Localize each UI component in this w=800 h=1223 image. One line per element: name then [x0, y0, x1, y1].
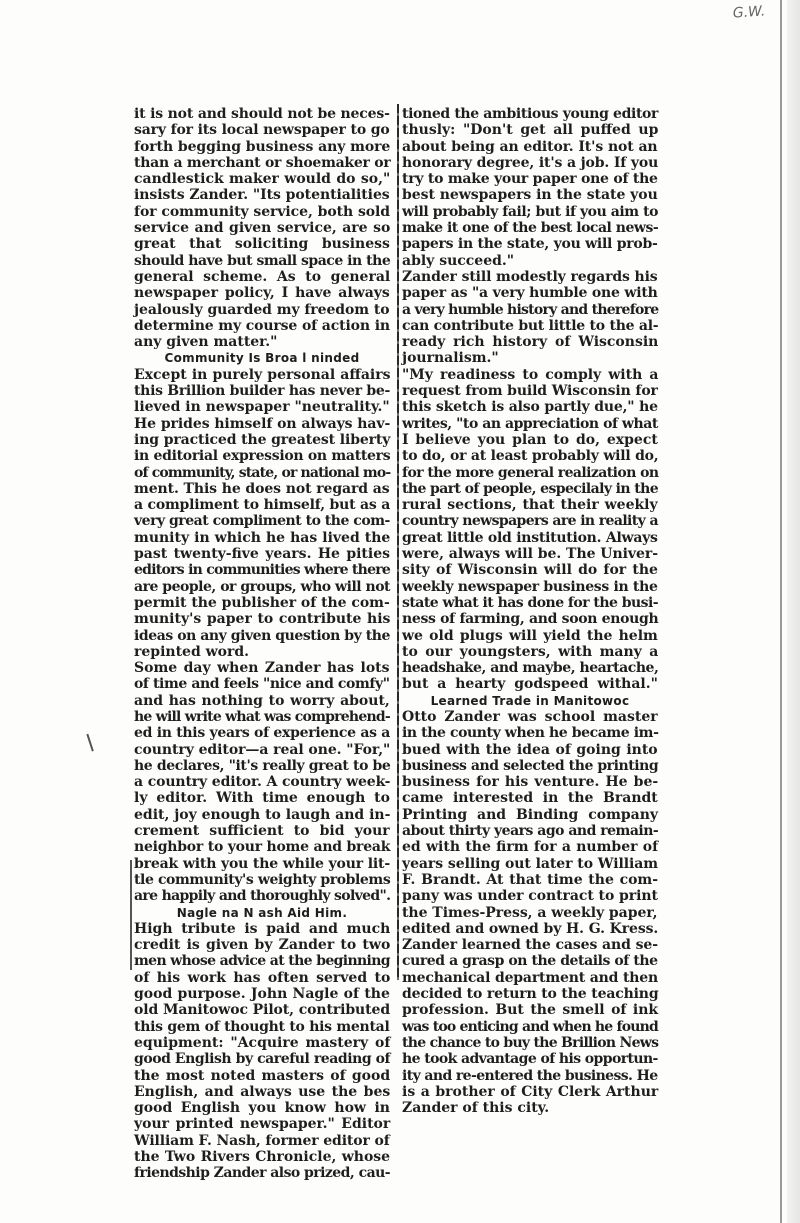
article-text-line: state what it has done for the busi- [402, 594, 659, 611]
article-text-line: decided to return to the teaching [402, 986, 659, 1003]
article-text-line: bued with the idea of going into [402, 741, 658, 758]
article-text-line: Zander of this city. [402, 1100, 550, 1117]
article-text-line: was too enticing and when he found [402, 1018, 659, 1035]
article-text-line: in the county when he became im- [402, 725, 659, 742]
article-text-line: this sketch is also partly due," he [402, 399, 658, 416]
article-text-line: sity of Wisconsin will do for the [402, 562, 658, 579]
article-text-line: past twenty-five years. He pities [134, 546, 391, 563]
article-text-line: ity and re-entered the business. He [402, 1067, 658, 1084]
article-text-line: he took advantage of his opportun- [402, 1051, 658, 1068]
article-text-line: the chance to buy the Brillion News [402, 1034, 659, 1051]
article-text-line: came interested in the Brandt [402, 790, 658, 807]
article-text-line: good purpose. John Nagle of the [134, 986, 390, 1003]
article-text-line: Zander learned the cases and se- [402, 937, 658, 954]
article-text-line: thusly: "Don't get all puffed up [402, 122, 659, 139]
article-text-line: a country editor. A country week- [134, 774, 391, 791]
article-text-line: a compliment to himself, but as a [134, 497, 391, 514]
article-text-line: editors in communities where there [134, 562, 391, 579]
article-text-line: munity's paper to contribute his [134, 611, 391, 628]
article-text-line: were, always will be. The Univer- [402, 546, 659, 563]
article-text-line: great that soliciting business [134, 236, 390, 253]
article-text-line: ably succeed." [402, 252, 515, 269]
article-text-line: good English you know how in [134, 1100, 390, 1117]
article-text-line: ideas on any given question by the [134, 627, 390, 644]
article-text-line: credit is given by Zander to two [134, 937, 391, 954]
article-text-line: this Brillion builder has never be- [134, 383, 391, 400]
article-text-line: service and given service, are so [134, 220, 391, 237]
article-text-line: journalism." [402, 350, 499, 367]
article-text-line: and has nothing to worry about, [134, 692, 390, 709]
section-subheading: Nagle na N ash Aid Him. [176, 905, 348, 920]
article-text-line: good English by careful reading of [134, 1051, 391, 1068]
article-text-line: English, and always use the bes [134, 1083, 391, 1100]
article-text-line: try to make your paper one of the [402, 171, 658, 188]
article-text-line: cured a grasp on the details of the [402, 953, 658, 970]
article-text-line: friendship Zander also prized, cau- [134, 1165, 390, 1182]
article-text-line: papers in the state, you will prob- [402, 236, 658, 253]
article-text-line: of his work has often served to [134, 969, 391, 986]
article-text-line: ready rich history of Wisconsin [402, 334, 659, 351]
stray-pen-mark [86, 733, 97, 752]
article-text-line: headshake, and maybe, heartache, [402, 660, 659, 677]
article-text-line: the part of people, especilaly in the [402, 480, 659, 497]
article-text-line: William F. Nash, former editor of [134, 1132, 390, 1149]
article-text-line: Otto Zander was school master [402, 708, 658, 725]
article-text-line: ment. This he does not regard as [134, 480, 390, 497]
article-text-line: Except in purely personal affairs [134, 366, 391, 383]
article-text-line: request from build Wisconsin for [402, 383, 658, 400]
article-text-line: men whose advice at the beginning [134, 953, 390, 970]
article-column-left [134, 106, 391, 1182]
article-text-line: about thirty years ago and remain- [402, 823, 659, 840]
article-text-line: sary for its local newspaper to go [134, 122, 390, 139]
article-text-line: years selling out later to William [402, 855, 659, 872]
page-edge-line [780, 0, 782, 1223]
article-text-line: Zander still modestly regards his [402, 268, 658, 285]
article-text-line: should have but small space in the [134, 252, 391, 269]
article-text-line: but a hearty godspeed withal." [402, 676, 658, 693]
article-text-line: honorary degree, it's a job. If you [402, 154, 659, 171]
article-text-line: country newspapers are in reality a [402, 513, 658, 530]
article-text-line: he will write what was comprehend- [134, 708, 390, 725]
article-text-line: rural sections, that their weekly [402, 497, 658, 514]
article-text-line: High tribute is paid and much [134, 920, 391, 937]
article-text-line: to our youngsters, with many a [402, 643, 659, 660]
article-text-line: make it one of the best local news- [402, 220, 659, 237]
article-text-line: the most noted masters of good [134, 1067, 391, 1084]
article-text-line: candlestick maker would do so," [134, 171, 391, 188]
article-text-line: for the more general realization on [402, 464, 659, 481]
article-text-line: your printed newspaper." Editor [134, 1116, 391, 1133]
article-text-line: any given matter." [134, 334, 278, 351]
article-text-line: best newspapers in the state you [402, 187, 658, 204]
article-text-line: he declares, "it's really great to be [134, 757, 391, 774]
article-text-line: permit the publisher of the com- [134, 594, 390, 611]
article-text-line: tioned the ambitious young editor [402, 106, 659, 122]
article-text-line: equipment: "Acquire mastery of [134, 1034, 391, 1051]
article-text-line: F. Brandt. At that time the com- [402, 871, 659, 888]
article-text-line: of community, state, or national mo- [134, 464, 391, 481]
article-text-line: break with you the while your lit- [134, 855, 391, 872]
article-text-line: He prides himself on always hav- [134, 415, 391, 432]
article-text-line: paper as "a very humble one with [402, 285, 658, 302]
article-text-line: business for his venture. He be- [402, 774, 659, 791]
section-subheading: Community Is Broa l ninded [164, 351, 360, 366]
article-text-line: ed with the firm for a number of [402, 839, 659, 856]
article-text-line: forth begging business any more [134, 138, 391, 155]
article-text-line: Printing and Binding company [402, 806, 659, 823]
article-text-line: ly editor. With time enough to [134, 790, 390, 807]
article-text-line: newspaper policy, I have always [134, 285, 390, 302]
article-text-line: are people, or groups, who will not [134, 578, 391, 595]
article-text-line: edit, joy enough to laugh and in- [134, 806, 391, 823]
article-column-right [402, 106, 659, 1117]
article-text-line: mechanical department and then [402, 969, 659, 986]
article-text-line: writes, "to an appreciation of what [402, 415, 658, 432]
article-text-line: neighbor to your home and break [134, 839, 391, 856]
margin-handwritten-note: G.W. [732, 3, 766, 22]
column-divider [397, 104, 399, 980]
article-text-line: determine my course of action in [134, 317, 390, 334]
article-text-line: general scheme. As to general [134, 268, 391, 285]
article-text-line: it is not and should not be neces- [134, 106, 390, 122]
article-text-line: insists Zander. "Its potentialities [134, 187, 390, 204]
article-text-line: business and selected the printing [402, 757, 659, 774]
article-text-line: to do, or at least probably will do, [402, 448, 659, 465]
article-text-line: about being an editor. It's not an [402, 138, 658, 155]
article-text-line: for community service, both sold [134, 203, 391, 220]
article-text-line: in editorial expression on matters [134, 448, 391, 465]
article-text-line: profession. But the smell of ink [402, 1002, 659, 1019]
article-text-line: of time and feels "nice and comfy" [134, 676, 390, 693]
article-text-line: is a brother of City Clerk Arthur [402, 1083, 659, 1100]
article-text-line: tle community's weighty problems [134, 871, 391, 888]
article-text-line: old Manitowoc Pilot, contributed [134, 1002, 391, 1019]
article-text-line: ing practiced the greatest liberty [134, 431, 391, 448]
article-text-line: will probably fail; but if you aim to [402, 203, 659, 220]
article-text-line: ed in this years of experience as a [134, 725, 391, 742]
left-column-margin-rule [130, 860, 132, 970]
article-text-line: country editor—a real one. "For," [134, 741, 391, 758]
article-text-line: pany was under contract to print [402, 888, 658, 905]
section-subheading: Learned Trade in Manitowoc [430, 693, 630, 708]
article-text-line: we old plugs will yield the helm [402, 627, 658, 644]
article-text-line: jealously guarded my freedom to [134, 301, 390, 318]
article-text-line: repinted word. [134, 643, 250, 660]
article-text-line: this gem of thought to his mental [134, 1018, 390, 1035]
article-text-line: are happily and thoroughly solved". [134, 888, 391, 905]
article-text-line: the Two Rivers Chronicle, whose [134, 1149, 391, 1165]
article-text-line: lieved in newspaper "neutrality." [134, 399, 390, 416]
article-text-line: a very humble history and therefore [402, 301, 659, 318]
article-text-line: weekly newspaper business in the [402, 578, 658, 595]
article-text-line: crement sufficient to bid your [134, 823, 390, 840]
article-text-line: the Times-Press, a weekly paper, [402, 904, 658, 921]
article-text-line: great little old institution. Always [402, 529, 658, 546]
article-text-line: Some day when Zander has lots [134, 660, 390, 677]
article-text-line: can contribute but little to the al- [402, 317, 659, 334]
article-text-line: "My readiness to comply with a [402, 366, 659, 383]
article-text-line: ness of farming, and soon enough [402, 611, 659, 628]
article-text-line: very great compliment to the com- [134, 513, 390, 530]
article-text-line: edited and owned by H. G. Kress. [402, 920, 659, 937]
scan-margin-strip [787, 0, 800, 1223]
article-text-line: I believe you plan to do, expect [402, 431, 658, 448]
article-text-line: than a merchant or shoemaker or [134, 154, 391, 171]
article-text-line: munity in which he has lived the [134, 529, 391, 546]
